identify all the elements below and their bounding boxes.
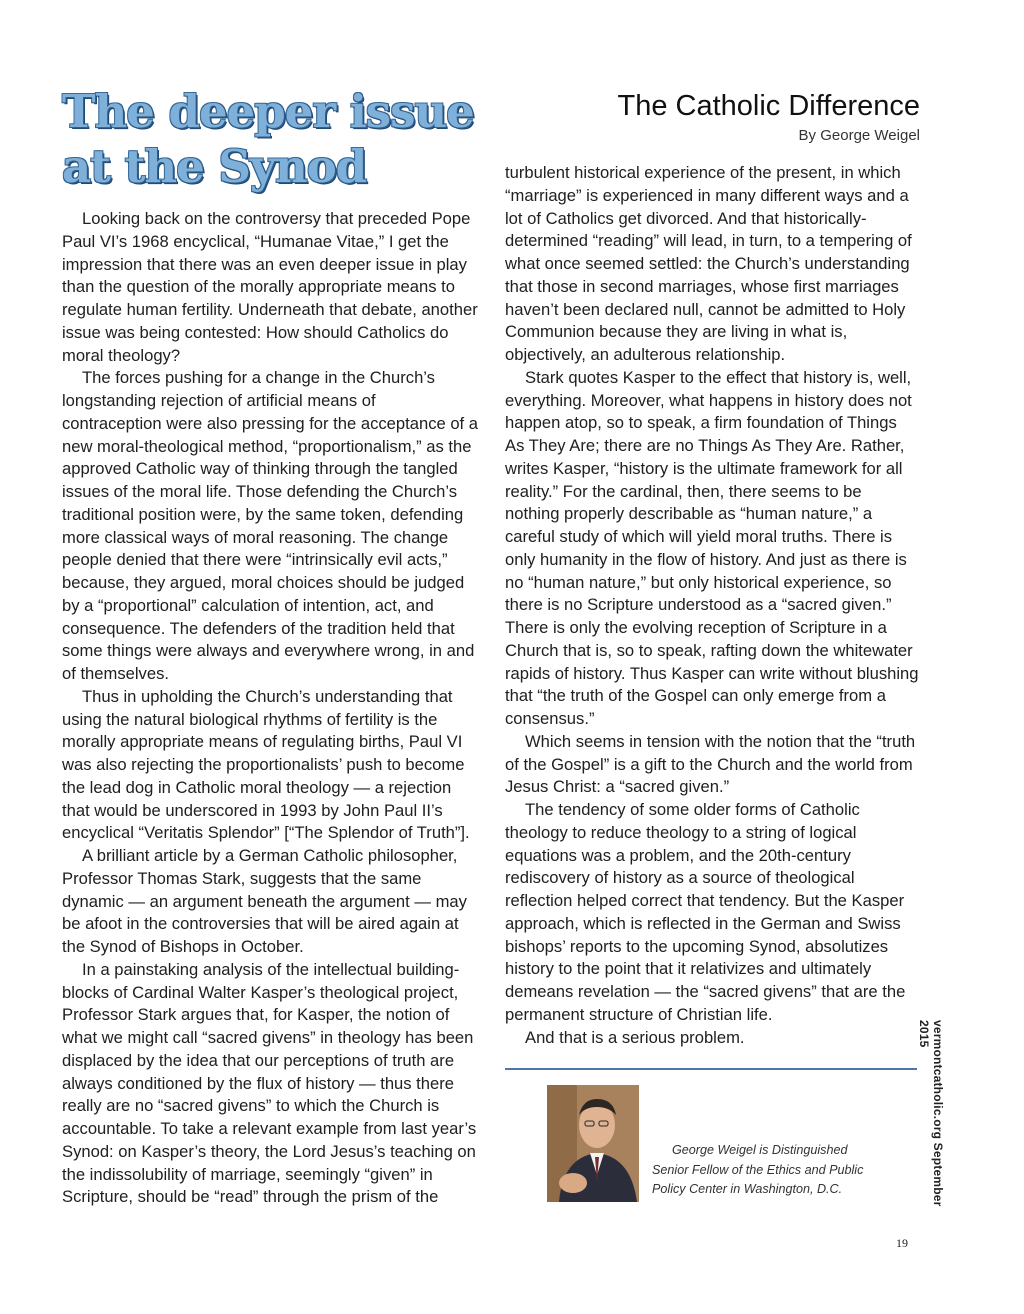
author-photo: [547, 1085, 639, 1202]
paragraph: The forces pushing for a change in the Church’s longstanding rejection of artificial means of contraception were also pressing for the acceptance of a new moral-theological method, “proportionalism,” as the approved Catholic way of thinking through the tangled issues of the moral life. Those defending the Church’s traditional position were, by the same token, defending more classical ways of moral reasoning. The change people denied that there were “intrinsically evil acts,” because, they argued, moral choices should be judged by a “proportional” calculation of intention, act, and consequence. The defenders of the tradition held that some things were always and everywhere wrong, in and of themselves.: [62, 368, 479, 683]
paragraph: A brilliant article by a German Catholic philosopher, Professor Thomas Stark, suggests that the same dynamic — an argument beneath the argument — may be afoot in the controversies that will be aired again at the Synod of Bishops in October.: [62, 846, 467, 956]
paragraph: The tendency of some older forms of Catholic theology to reduce theology to a string of logical equations was a problem, and the 20th-century rediscovery of history as a source of theological reflection helped correct that tendency. But the Kasper approach, which is reflected in the German and Swiss bishops’ reports to the upcoming Synod, absolutizes history to the point that it relativizes and ultimately demeans revelation — the “sacred givens” that are the permanent structure of Christian life.: [505, 800, 906, 1024]
left-text-column: [62, 208, 478, 1209]
right-text-column: [505, 162, 919, 1049]
caption-line: George Weigel is Distinguished: [672, 1143, 848, 1157]
magazine-url-date: vermontcatholic.org September 2015: [917, 1020, 945, 1207]
paragraph: In a painstaking analysis of the intellectual building-blocks of Cardinal Walter Kasper’s theological project, Professor Stark argues that, for Kasper, the notion of what we might call “sacred givens” in theology has been displaced by the idea that our perceptions of truth are always conditioned by the flux of history — thus there really are no “sacred givens” to which the Church is accountable. To take a relevant example from last year’s Synod: on Kasper’s theory, the Lord Jesus’s teaching on the indissolubility of marriage, seemingly “given” in Scripture, should be “read” through the prism of the: [62, 959, 477, 1207]
column-title: The Catholic Difference: [617, 90, 920, 122]
paragraph: Looking back on the controversy that preceded Pope Paul VI’s 1968 encyclical, “Humanae Vitae,” I get the impression that there was an even deeper issue in play than the question of the morally appropriate means to regulate human fertility. Underneath that debate, another issue was being contested: How should Catholics do moral theology?: [62, 209, 478, 365]
paragraph: Thus in upholding the Church’s understanding that using the natural biological rhythms of fertility is the morally appropriate means of regulating births, Paul VI was also rejecting the proportionalists’ push to become the lead dog in Catholic moral theology — a rejection that would be underscored in 1993 by John Paul II’s encyclical “Veritatis Splendor” [“The Splendor of Truth”].: [62, 686, 470, 843]
paragraph: Which seems in tension with the notion that the “truth of the Gospel” is a gift to the Church and the world from Jesus Christ: a “sacred given.”: [505, 731, 916, 797]
byline: By George Weigel: [798, 127, 920, 144]
caption-line: Policy Center in Washington, D.C.: [652, 1182, 843, 1196]
caption-line: Senior Fellow of the Ethics and Public: [652, 1162, 864, 1177]
paragraph: Stark quotes Kasper to the effect that history is, well, everything. Moreover, what happens in history does not happen atop, so to speak, a firm foundation of Things As They Are; there are no Things As They Are. Rather, writes Kasper, “history is the ultimate framework for all reality.” For the cardinal, then, there seems to be nothing properly describable as “human nature,” a careful study of which will yield moral truths. There is only humanity in the flow of history. And just as there is no “human nature,” but only historical experience, so there is no Scripture understood as a “sacred given.” There is only the evolving reception of Scripture in a Church that is, so to speak, rafting down the whitewater rapids of history. Thus Kasper can write without blushing that “the truth of the Gospel can only emerge from a consensus.”: [505, 367, 919, 728]
paragraph: And that is a serious problem.: [525, 1027, 745, 1047]
article-headline: The deeper issue at the Synod: [62, 85, 474, 193]
page-number: 19: [896, 1236, 908, 1250]
section-divider: [505, 1068, 917, 1070]
paragraph-continued: turbulent historical experience of the present, in which “marriage” is experienced in many different ways and a lot of Catholics get divorced. And that historically-determined “reading” will lead, in turn, to a tempering of what once seemed settled: the Church’s understanding that those in second marriages, whose first marriages haven’t been declared null, cannot be admitted to Holy Communion because they are living in what is, objectively, an adulterous relationship.: [505, 163, 912, 364]
author-bio-caption: [652, 1141, 892, 1200]
